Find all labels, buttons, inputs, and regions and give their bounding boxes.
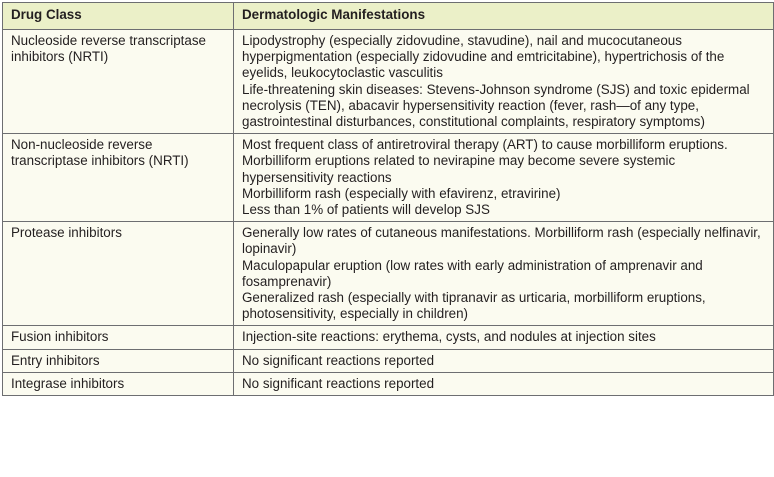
table-row	[3, 134, 774, 222]
table-row	[3, 30, 774, 134]
table-row	[3, 372, 774, 395]
manifestation-text: Generally low rates of cutaneous manifestations. Morbilliform rash (especially nelfinavir, lopinavir)	[242, 225, 761, 257]
manifestation-text: Life-threatening skin diseases: Stevens-Johnson syndrome (SJS) and toxic epidermal necrolysis (TEN), abacavir hypersensitivity reaction (fever, rash—of any type, gastrointestinal disturbances, constitutional complaints, respiratory symptoms)	[242, 81, 750, 130]
drug-class-cell: Protease inhibitors	[3, 222, 234, 326]
header-dermatologic-manifestations: Dermatologic Manifestations	[234, 3, 774, 30]
drug-class-cell: Nucleoside reverse transcriptase inhibitors (NRTI)	[3, 30, 234, 134]
manifestations-cell	[234, 134, 774, 222]
manifestation-text: Injection-site reactions: erythema, cysts, and nodules at injection sites	[242, 329, 656, 345]
table-row	[3, 349, 774, 372]
table-row	[3, 326, 774, 349]
header-drug-class: Drug Class	[3, 3, 234, 30]
manifestation-text: Lipodystrophy (especially zidovudine, stavudine), nail and mucocutaneous hyperpigmentation (especially zidovudine and emtricitabine), hypertrichosis of the eyelids, leukocytoclastic vasculitis	[242, 33, 725, 81]
table-row	[3, 222, 774, 326]
manifestations-cell	[234, 222, 774, 326]
manifestations-cell	[234, 349, 774, 372]
manifestation-text: No significant reactions reported	[242, 375, 435, 391]
manifestation-text: Generalized rash (especially with tipranavir as urticaria, morbilliform eruptions, photosensitivity, especially in children)	[242, 290, 706, 322]
drug-dermatology-table	[2, 2, 774, 396]
manifestation-text: No significant reactions reported	[242, 352, 435, 368]
manifestations-cell	[234, 30, 774, 134]
manifestations-cell	[234, 372, 774, 395]
drug-class-cell: Integrase inhibitors	[3, 372, 234, 395]
manifestation-text: Most frequent class of antiretroviral therapy (ART) to cause morbilliform eruptions. Morbilliform eruptions related to nevirapine may become severe systemic hypersensitivity reactions	[242, 137, 728, 185]
drug-class-cell: Fusion inhibitors	[3, 326, 234, 349]
table-header-row	[3, 3, 774, 30]
manifestation-text: Maculopapular eruption (low rates with early administration of amprenavir and fosamprenavir)	[242, 257, 703, 289]
drug-class-cell: Entry inhibitors	[3, 349, 234, 372]
manifestation-text: Less than 1% of patients will develop SJS	[242, 202, 490, 218]
manifestations-cell	[234, 326, 774, 349]
manifestation-text: Morbilliform rash (especially with efavirenz, etravirine)	[242, 185, 561, 201]
drug-class-cell: Non-nucleoside reverse transcriptase inhibitors (NRTI)	[3, 134, 234, 222]
